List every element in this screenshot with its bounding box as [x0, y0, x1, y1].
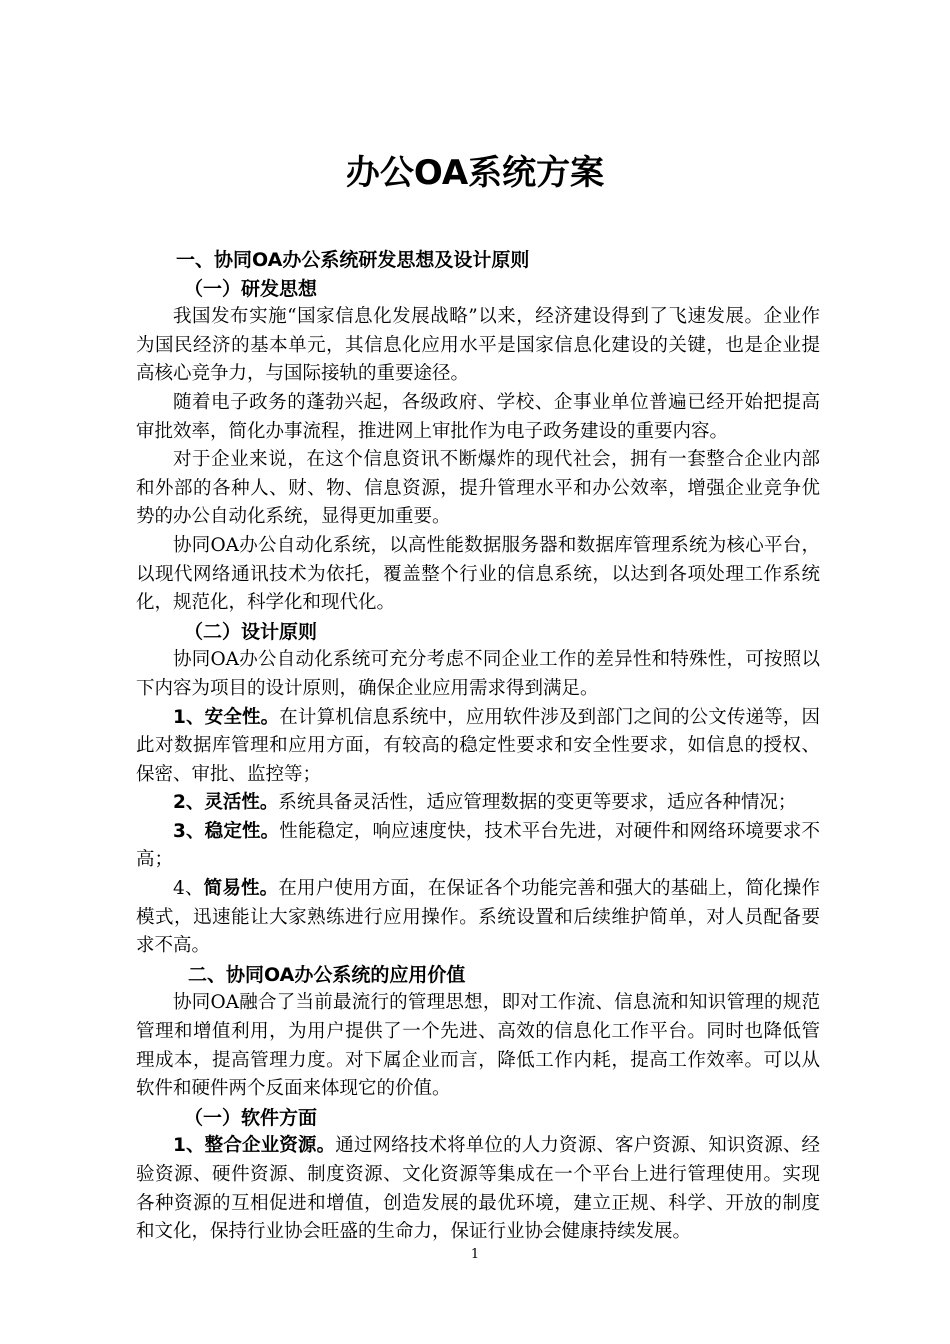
item-label: 1、整合企业资源。: [173, 1135, 336, 1157]
principle-text: 在用户使用方面，在保证各个功能完善和强大的基础上，简化操作模式，迅速能让大家熟练进行应用操作。系统设置和后续维护简单，对人员配备要求不高。: [136, 878, 820, 957]
principle-item: [136, 704, 820, 790]
principle-text: 系统具备灵活性，适应管理数据的变更等要求，适应各种情况；: [278, 792, 797, 814]
paragraph: 我国发布实施“国家信息化发展战略”以来，经济建设得到了飞速发展。企业作为国民经济的基本单元，其信息化应用水平是国家信息化建设的关键，也是企业提高核心竞争力，与国际接轨的重要途径。: [136, 306, 820, 385]
principle-label: 简易性。: [203, 878, 279, 900]
principle-label: 3、稳定性。: [173, 820, 280, 842]
principle-item: [136, 818, 820, 875]
principle-number: 4、: [173, 878, 204, 900]
subsection-heading-research: （一）研发思想: [184, 277, 318, 300]
section-heading-2: 二、协同OA办公系统的应用价值: [188, 963, 466, 986]
page-number: 1: [470, 1247, 480, 1262]
paragraph: 协同OA融合了当前最流行的管理思想，即对工作流、信息流和知识管理的规范管理和增值利用，为用户提供了一个先进、高效的信息化工作平台。同时也降低管理成本，提高管理力度。对下属企业而言，降低工作内耗，提高工作效率。可以从软件和硬件两个反面来体现它的价值。: [136, 992, 820, 1100]
paragraph: 对于企业来说，在这个信息资讯不断爆炸的现代社会，拥有一套整合企业内部和外部的各种人、财、物、信息资源，提升管理水平和办公效率，增强企业竞争优势的办公自动化系统，显得更加重要。: [136, 449, 820, 528]
software-item: [136, 1132, 820, 1246]
subsection-heading-design: （二）设计原则: [184, 620, 318, 643]
item-text: 通过网络技术将单位的人力资源、客户资源、知识资源、经验资源、硬件资源、制度资源、文化资源等集成在一个平台上进行管理使用。实现各种资源的互相促进和增值，创造发展的最优环境，建立正规、科学、开放的制度和文化，保持行业协会旺盛的生命力，保证行业协会健康持续发展。: [136, 1135, 820, 1243]
principle-item: [136, 875, 820, 961]
subsection-heading-software: （一）软件方面: [184, 1106, 318, 1129]
principle-item: [136, 789, 820, 818]
principle-label: 2、灵活性。: [173, 792, 279, 814]
paragraph: 随着电子政务的蓬勃兴起，各级政府、学校、企事业单位普遍已经开始把提高审批效率，简化办事流程，推进网上审批作为电子政务建设的重要内容。: [136, 391, 820, 442]
principle-text: 性能稳定，响应速度快，技术平台先进，对硬件和网络环境要求不高；: [136, 820, 820, 871]
document-title: 办公OA系统方案: [345, 153, 605, 193]
document-body: [136, 246, 820, 1247]
paragraph: 协同OA办公自动化系统，以高性能数据服务器和数据库管理系统为核心平台，以现代网络通讯技术为依托，覆盖整个行业的信息系统，以达到各项处理工作系统化，规范化，科学化和现代化。: [136, 534, 820, 614]
section-heading-1: 一、协同OA办公系统研发思想及设计原则: [176, 249, 530, 271]
principle-label: 1、安全性。: [173, 706, 280, 728]
paragraph: 协同OA办公自动化系统可充分考虑不同企业工作的差异性和特殊性，可按照以下内容为项目的设计原则，确保企业应用需求得到满足。: [136, 649, 820, 699]
principle-text: 在计算机信息系统中，应用软件涉及到部门之间的公文传递等，因此对数据库管理和应用方面，有较高的稳定性要求和安全性要求，如信息的授权、保密、审批、监控等；: [136, 706, 820, 785]
